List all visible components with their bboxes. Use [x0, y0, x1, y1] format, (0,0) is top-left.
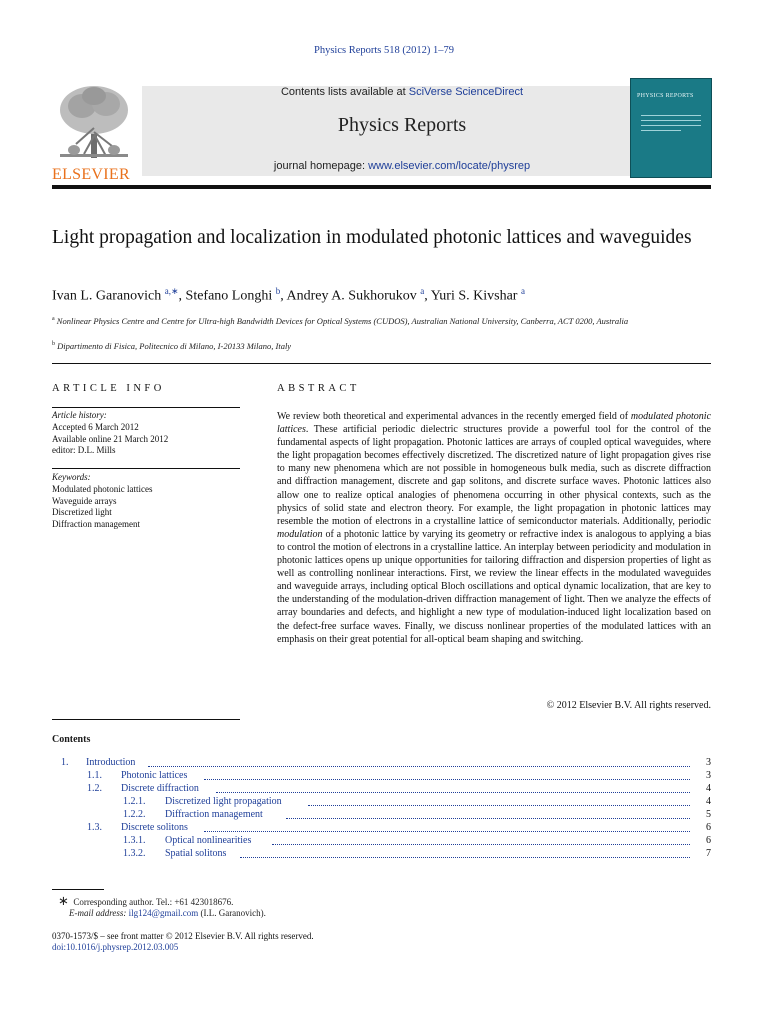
history-label: Article history:	[52, 410, 107, 420]
author-affiliation-mark[interactable]: a	[520, 286, 525, 296]
article-info-bottom-rule	[52, 719, 240, 720]
toc-page: 3	[706, 757, 711, 768]
toc-page: 7	[706, 848, 711, 859]
toc-entry[interactable]	[52, 796, 711, 809]
email-link[interactable]: ilg124@gmail.com	[128, 908, 199, 918]
section-rule	[52, 363, 711, 364]
toc-label: Diffraction management	[165, 809, 263, 820]
corresponding-text: Corresponding author. Tel.: +61 423018676.	[73, 897, 234, 907]
toc-page: 4	[706, 796, 711, 807]
journal-name: Physics Reports	[337, 114, 467, 136]
author-separator: ,	[178, 288, 186, 304]
affiliation-b	[52, 338, 712, 352]
author-name[interactable]: Andrey A. Sukhorukov	[286, 288, 417, 304]
keyword-item: Discretized light	[52, 507, 112, 518]
author-name[interactable]: Ivan L. Garanovich	[52, 288, 162, 304]
contents-availability	[142, 86, 662, 98]
author-separator: ,	[280, 288, 287, 304]
keywords-rule	[52, 468, 240, 469]
elsevier-wordmark: ELSEVIER	[52, 166, 130, 183]
abstract-text	[277, 410, 711, 646]
keyword-item: Waveguide arrays	[52, 495, 117, 506]
toc-leader	[240, 848, 690, 858]
author-name[interactable]: Yuri S. Kivshar	[430, 288, 518, 304]
toc-leader	[286, 809, 690, 819]
accepted-date: Accepted 6 March 2012	[52, 421, 139, 432]
toc-leader	[204, 770, 690, 780]
keyword-item: Modulated photonic lattices	[52, 483, 153, 494]
issn-line: 0370-1573/$ – see front matter © 2012 Elsevier B.V. All rights reserved.	[52, 931, 314, 941]
toc-label: Optical nonlinearities	[165, 835, 252, 846]
cover-title: PHYSICS REPORTS	[637, 93, 694, 99]
affiliation-text: Nonlinear Physics Centre and Centre for Ultra-high Bandwidth Devices for Optical Systems (CUDOS), Australian National University, Canberra, ACT 0200, Australia	[56, 315, 629, 326]
toc-entry[interactable]	[52, 835, 711, 848]
toc-entry[interactable]	[52, 848, 711, 861]
journal-reference[interactable]: Physics Reports 518 (2012) 1–79	[314, 45, 454, 56]
cover-decoration	[641, 115, 701, 135]
footnote-rule	[52, 889, 104, 890]
toc-number: 1.3.	[87, 822, 102, 833]
contents-prefix: Contents lists available at	[280, 86, 409, 98]
journal-homepage	[142, 160, 662, 172]
toc-number: 1.	[61, 757, 69, 768]
keywords-block	[52, 472, 240, 531]
article-info-heading: ARTICLE INFO	[52, 383, 165, 394]
toc-number: 1.1.	[87, 770, 102, 781]
toc-entry[interactable]	[52, 770, 711, 783]
toc-number: 1.3.1.	[123, 835, 146, 846]
toc-page: 3	[706, 770, 711, 781]
contents-heading: Contents	[52, 734, 91, 745]
article-info-rule	[52, 407, 240, 408]
journal-cover-thumbnail[interactable]	[630, 78, 712, 178]
toc-leader	[204, 822, 690, 832]
affiliation-text: Dipartimento di Fisica, Politecnico di Milano, I-20133 Milano, Italy	[57, 340, 292, 351]
author-list	[52, 286, 712, 305]
masthead	[50, 78, 712, 183]
toc-label: Discrete diffraction	[121, 783, 199, 794]
abstract-part: We review both theoretical and experimental advances in the recently emerged field of	[277, 411, 631, 422]
toc-label: Photonic lattices	[121, 770, 188, 781]
keywords-label: Keywords:	[52, 472, 91, 482]
author-name[interactable]: Stefano Longhi	[185, 288, 273, 304]
toc-page: 6	[706, 835, 711, 846]
toc-leader	[148, 757, 690, 767]
affiliation-mark: a	[52, 316, 55, 322]
corresponding-author-note	[58, 893, 233, 909]
author-affiliation-mark[interactable]: a	[420, 286, 425, 296]
toc-page: 4	[706, 783, 711, 794]
toc-entry[interactable]	[52, 757, 711, 770]
footnote-star: ∗	[58, 893, 69, 908]
abstract-part: . These artificial periodic dielectric structures provide a powerful tool for the control of the fundamental aspects of light propagation. Photonic lattices are arrays of coupled optical waveguides, where the light propagation becomes effectively discretized. The discretized nature of light propagation gives rise to many new phenomena which are not possible in homogeneous bulk media, such as discrete diffraction and diffraction management, discrete and gap solitons, and discrete surface waves. Photonic lattices also allow one to realize optical analogies of phenomena occurring in other physical contexts, such as the physics of solid state and electron theory. For example, the light propagation in photonic lattices may resemble the motion of electrons in a crystalline lattice of semiconductor materials. Additionally, periodic	[277, 424, 711, 527]
editor: editor: D.L. Mills	[52, 445, 116, 456]
affiliation-a	[52, 313, 712, 327]
author-affiliation-mark[interactable]: b	[275, 286, 281, 296]
email-note	[69, 908, 266, 918]
sciencedirect-link[interactable]: SciVerse ScienceDirect	[408, 86, 524, 98]
abstract-emphasis: modulation	[277, 528, 323, 540]
elsevier-tree-icon	[54, 84, 134, 160]
toc-page: 5	[706, 809, 711, 820]
toc-label: Introduction	[86, 757, 136, 768]
email-suffix: (I.L. Garanovich).	[198, 908, 266, 918]
toc-number: 1.2.	[87, 783, 102, 794]
toc-number: 1.2.1.	[123, 796, 146, 807]
abstract-copyright: © 2012 Elsevier B.V. All rights reserved.	[546, 700, 711, 711]
online-date: Available online 21 March 2012	[52, 433, 169, 444]
abstract-emphasis: modulated photonic lattices	[277, 411, 712, 436]
homepage-prefix: journal homepage:	[273, 160, 369, 172]
toc-label: Discrete solitons	[121, 822, 188, 833]
author-separator: ,	[424, 288, 431, 304]
toc-label: Spatial solitons	[165, 848, 227, 859]
toc-leader	[216, 783, 690, 793]
toc-page: 6	[706, 822, 711, 833]
article-history	[52, 410, 240, 457]
toc-label: Discretized light propagation	[165, 796, 282, 807]
keyword-item: Diffraction management	[52, 519, 141, 530]
toc-entry[interactable]	[52, 809, 711, 822]
abstract-part: of a photonic lattice by varying its geometry or refractive index is analogous to applying a bias to control the motion of electrons in a crystalline lattice. An interplay between periodicity and modulation in photonic lattices opens up unique opportunities for tailoring diffraction and dispersion properties of light as well as controlling nonlinear interactions. First, we review the linear effects in the modulated waveguides and waveguide arrays, including optical Bloch oscillations and optical dynamic localization, that are key to the understanding of the modulation-driven diffraction management of light. Then we analyze the effects of array boundaries and defects, and highlight a new type of modulation-induced light localization based on the defect-free surface waves. Finally, we discuss nonlinear properties of the modulated lattices with an emphasis on their great potential for all-optical beam shaping and switching.	[277, 528, 711, 645]
toc-number: 1.3.2.	[123, 848, 146, 859]
elsevier-logo[interactable]	[50, 84, 140, 183]
doi-link[interactable]: doi:10.1016/j.physrep.2012.03.005	[52, 942, 179, 952]
abstract-heading: ABSTRACT	[277, 383, 360, 394]
toc-number: 1.2.2.	[123, 809, 146, 820]
article-title: Light propagation and localization in modulated photonic lattices and waveguides	[52, 227, 692, 248]
homepage-link[interactable]: www.elsevier.com/locate/physrep	[368, 160, 531, 172]
affiliation-mark: b	[52, 341, 55, 347]
toc-entry[interactable]	[52, 783, 711, 796]
toc-leader	[308, 796, 690, 806]
journal-banner	[142, 86, 662, 176]
toc-entry[interactable]	[52, 822, 711, 835]
email-label: E-mail address:	[69, 908, 127, 918]
toc-leader	[272, 835, 690, 845]
header-rule	[52, 185, 711, 189]
author-affiliation-mark[interactable]: a,∗	[164, 286, 179, 296]
